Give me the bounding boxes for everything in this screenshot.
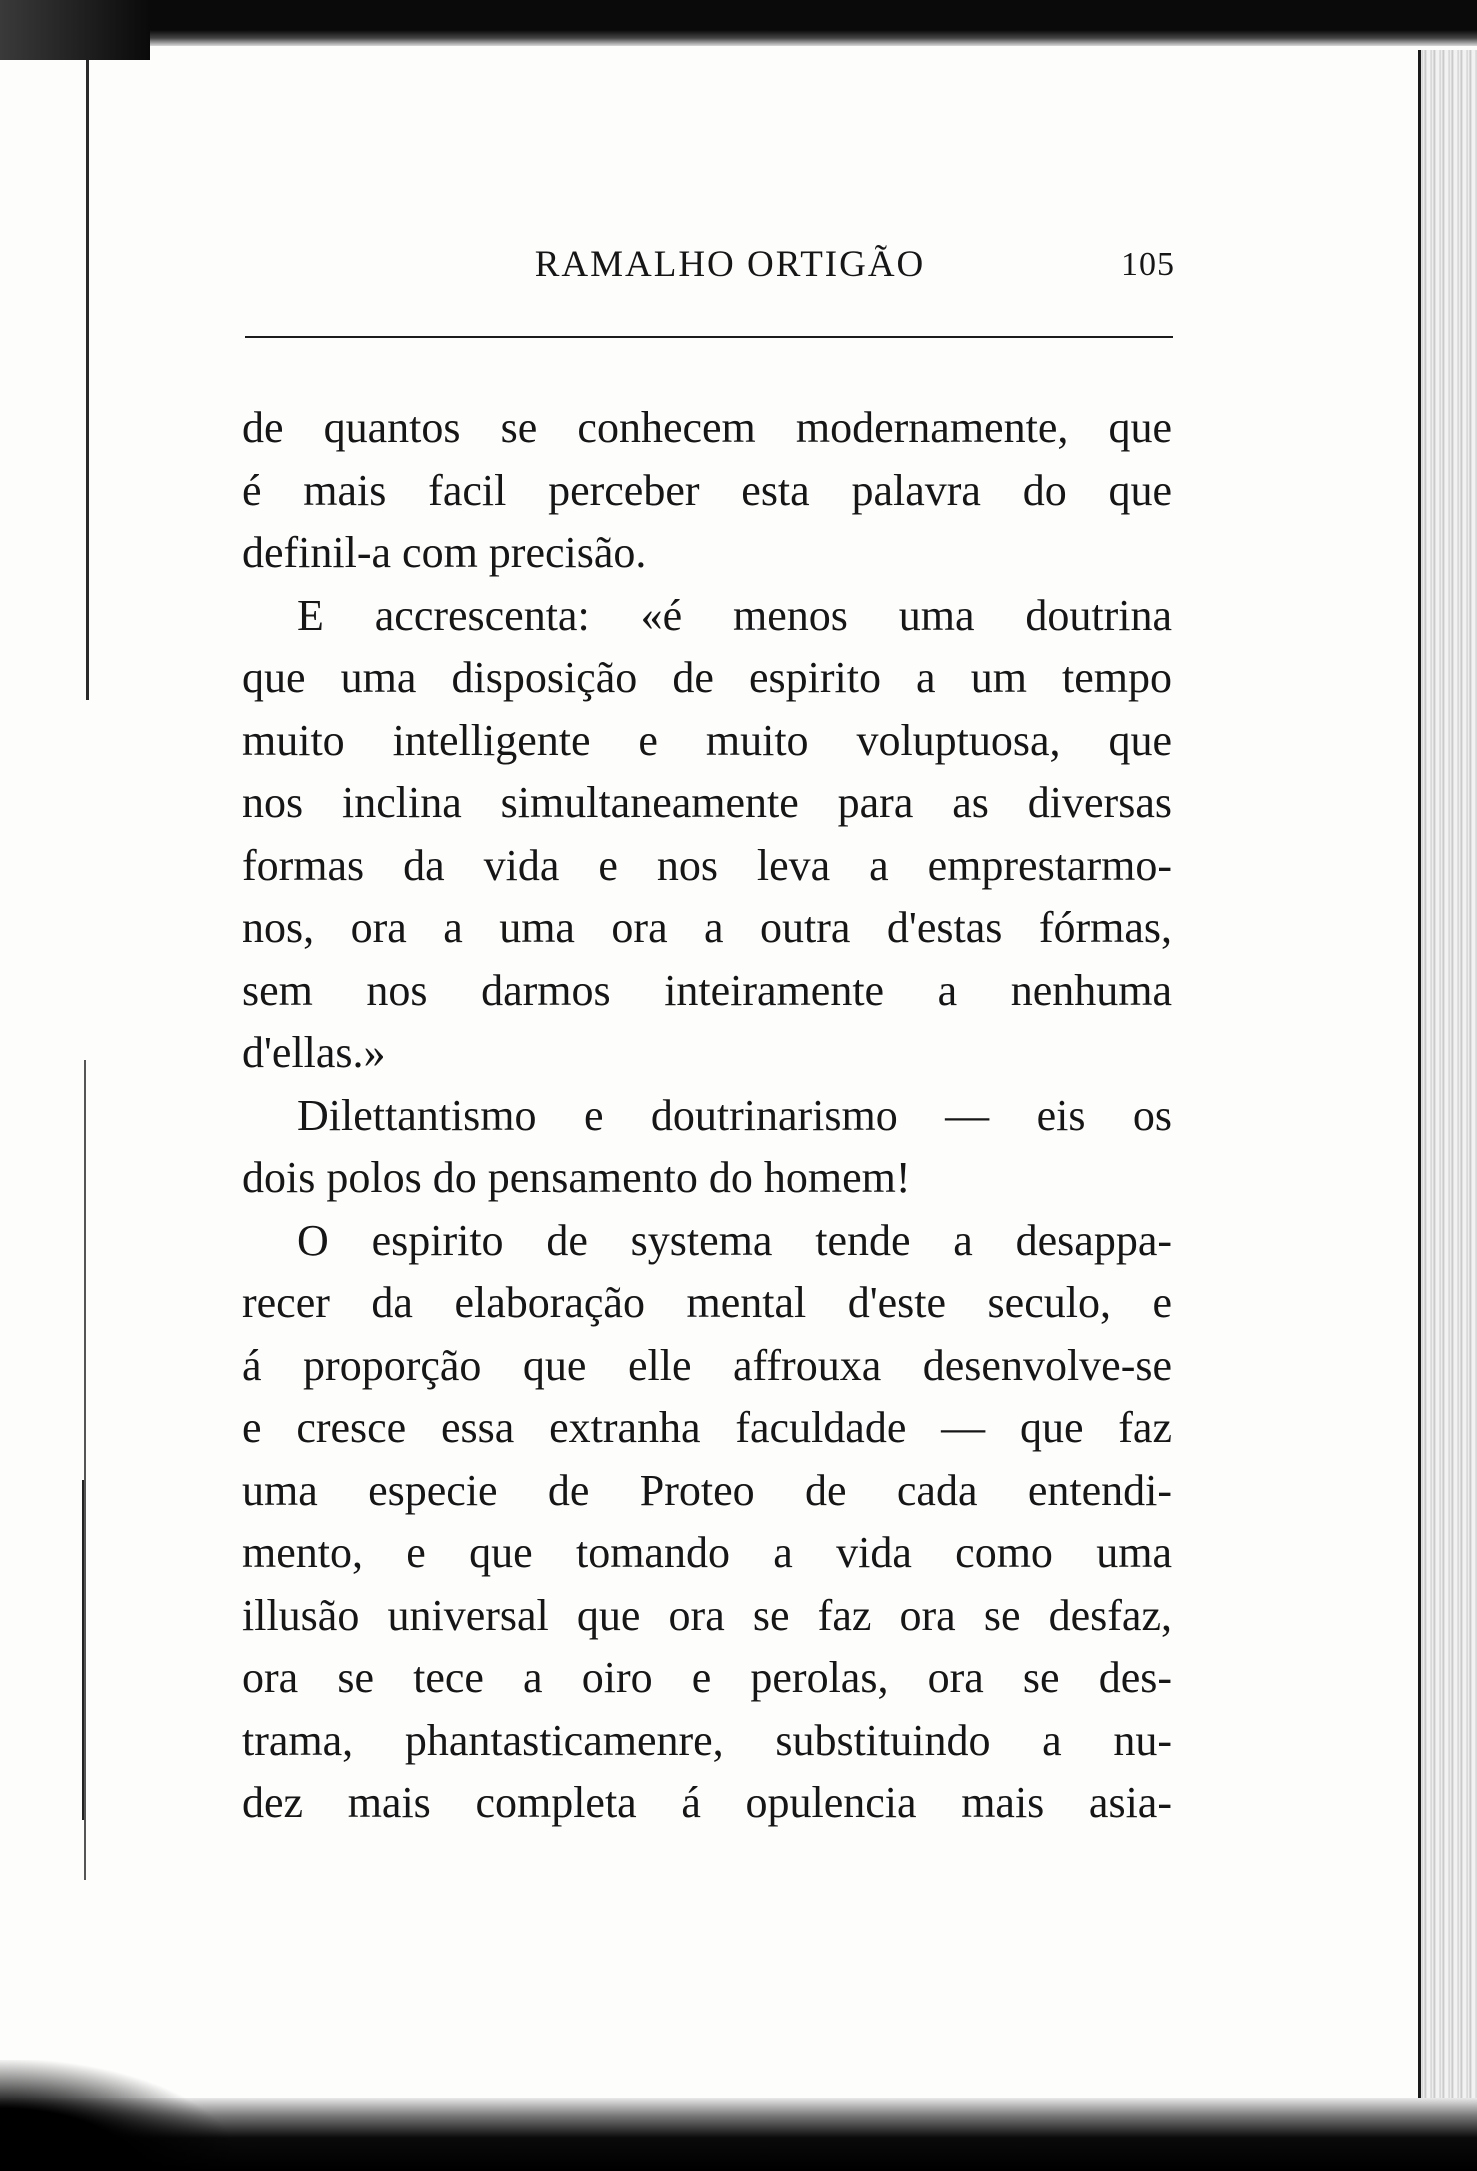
text-line: dois polos do pensamento do homem! [242, 1153, 911, 1202]
text-line: mento, e que tomando a vida como uma [242, 1528, 1172, 1577]
text-line: formas da vida e nos leva a emprestarmo- [242, 840, 1172, 890]
paragraph-start-line: E accrescenta: «é menos uma doutrina [297, 590, 1172, 640]
scan-left-line-bottom [82, 1480, 84, 1820]
scan-left-line [86, 60, 89, 700]
text-line: dez mais completa á opulencia mais asia- [242, 1778, 1172, 1827]
text-line: nos inclina simultaneamente para as diversas [242, 778, 1172, 827]
body-text [242, 397, 1172, 1835]
text-line: é mais facil perceber esta palavra do que [242, 465, 1172, 515]
paragraph-start-line: Dilettantismo e doutrinarismo — eis os [297, 1090, 1172, 1140]
text-line: de quantos se conhecem modernamente, que [242, 403, 1172, 452]
text-line: definil-a com precisão. [242, 528, 647, 577]
page-gutter-line [1418, 50, 1421, 2110]
paragraph-start-line: O espirito de systema tende a desappa- [297, 1215, 1172, 1265]
text-line: trama, phantasticamenre, substituindo a nu- [242, 1715, 1172, 1765]
text-line: sem nos darmos inteiramente a nenhuma [242, 965, 1172, 1015]
page-number: 105 [1121, 246, 1175, 283]
text-line: illusão universal que ora se faz ora se desfaz, [242, 1590, 1172, 1640]
scan-border-bottom-left [0, 2060, 240, 2171]
text-line: muito intelligente e muito voluptuosa, que [242, 715, 1172, 765]
text-line: d'ellas.» [242, 1028, 386, 1077]
text-line: que uma disposição de espirito a um tempo [242, 653, 1172, 702]
text-line: ora se tece a oiro e perolas, ora se des- [242, 1653, 1172, 1702]
running-head-title: RAMALHO ORTIGÃO [534, 244, 926, 285]
scan-border-top [0, 0, 1477, 46]
scan-left-line-lower [84, 1060, 86, 1880]
header-rule [245, 336, 1173, 338]
text-line: nos, ora a uma ora a outra d'estas fórmas, [242, 903, 1172, 952]
scan-border-top-left [0, 0, 150, 60]
page-stack-edge [1418, 50, 1477, 2110]
text-line: á proporção que elle affrouxa desenvolve-se [242, 1340, 1172, 1390]
text-line: uma especie de Proteo de cada entendi- [242, 1465, 1172, 1515]
text-line: e cresce essa extranha faculdade — que faz [242, 1403, 1172, 1452]
running-head [245, 240, 1175, 300]
text-line: recer da elaboração mental d'este seculo, e [242, 1278, 1172, 1327]
